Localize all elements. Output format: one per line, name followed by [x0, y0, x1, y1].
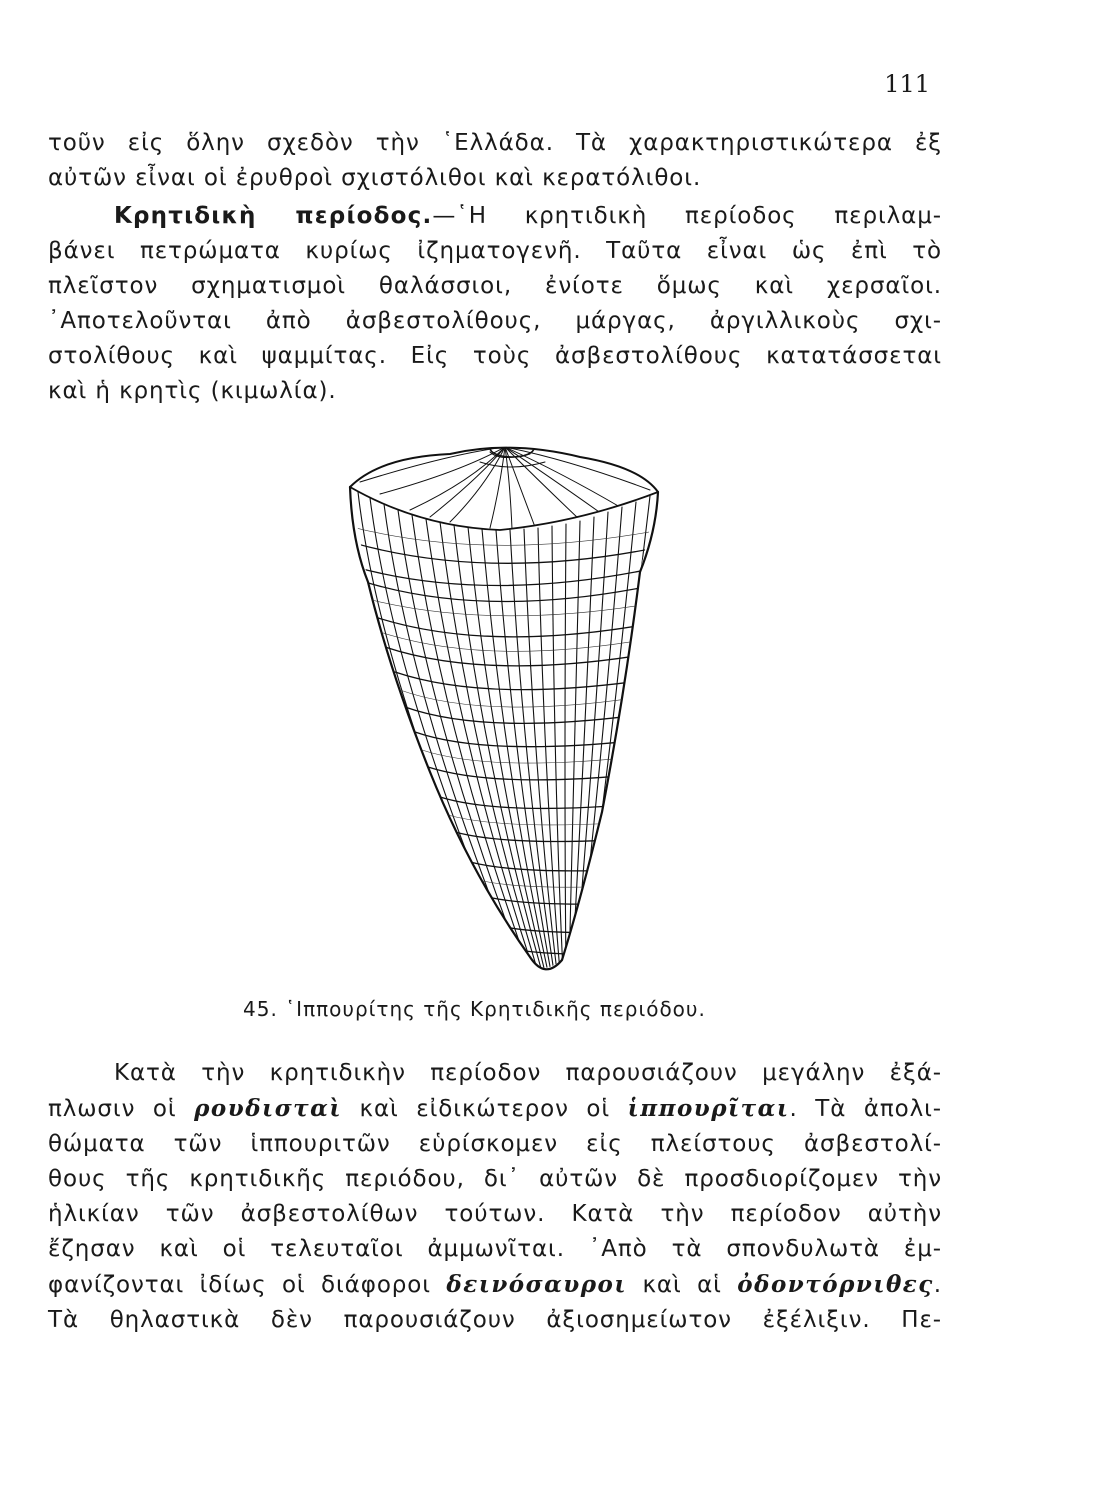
- text-line: [48, 1267, 942, 1303]
- text-line: ἔζησαν καὶ οἱ τελευταῖοι ἀμμωνῖται. ᾿Απὸ τὰ σπονδυλωτὰ ἐμ-: [48, 1236, 942, 1262]
- text-line: ἡλικίαν τῶν ἀσβεστολίθων τούτων. Κατὰ τὴν περίοδον αὐτὴν: [48, 1201, 942, 1227]
- text-line: Κατὰ τὴν κρητιδικὴν περίοδον παρουσιάζουν μεγάλην ἐξά-: [114, 1060, 942, 1086]
- text-line: αὐτῶν εἶναι οἱ ἐρυθροὶ σχιστόλιθοι καὶ κερατόλιθοι.: [48, 165, 702, 191]
- text-run: φανίζονται ἰδίως οἱ διάφοροι: [48, 1272, 447, 1298]
- text-run: καὶ εἰδικώτερον οἱ: [341, 1096, 628, 1122]
- figure-caption: 45. ῾Ιππουρίτης τῆς Κρητιδικῆς περιόδου.: [243, 997, 706, 1021]
- text-line: θους τῆς κρητιδικῆς περιόδου, δι᾿ αὐτῶν δὲ προσδιορίζομεν τὴν: [48, 1166, 942, 1192]
- text-run: πλωσιν οἱ: [48, 1096, 195, 1122]
- text-line: πλεῖστον σχηματισμοὶ θαλάσσιοι, ἐνίοτε ὅμως καὶ χερσαῖοι.: [48, 273, 942, 299]
- text-line: τοῦν εἰς ὅλην σχεδὸν τὴν ῾Ελλάδα. Τὰ χαρακτηριστικώτερα ἐξ: [48, 130, 942, 156]
- text-line: βάνει πετρώματα κυρίως ἰζηματογενῆ. Ταῦτα εἶναι ὡς ἐπὶ τὸ: [48, 238, 942, 264]
- text-run: .: [933, 1272, 943, 1298]
- text-line: [48, 1091, 942, 1127]
- text-line: καὶ ἡ κρητὶς (κιμωλία).: [48, 378, 337, 404]
- paragraph-cretaceous-fossils: [48, 1056, 942, 1338]
- italic-term-rudists: ρουδισταὶ: [194, 1095, 342, 1122]
- hippurite-fossil-illustration: [340, 432, 670, 992]
- text-run: . Τὰ ἀπολι-: [789, 1096, 943, 1122]
- italic-term-odontornithes: ὀδοντόρνιθες: [737, 1271, 934, 1298]
- italic-term-hippurites: ἱππουρῖται: [627, 1095, 790, 1122]
- text-line: Τὰ θηλαστικὰ δὲν παρουσιάζουν ἀξιοσημείωτον ἐξέλιξιν. Πε-: [48, 1307, 942, 1333]
- page-number: 111: [884, 70, 930, 98]
- italic-term-dinosaurs: δεινόσαυροι: [446, 1271, 628, 1298]
- text-line: [48, 199, 942, 234]
- text-line: ᾿Αποτελοῦνται ἀπὸ ἀσβεστολίθους, μάργας, ἀργιλλικοὺς σχι-: [48, 308, 942, 334]
- text-run: —῾Η κρητιδικὴ περίοδος περιλαμ-: [432, 203, 942, 229]
- paragraph-continuation: [48, 126, 942, 196]
- paragraph-cretaceous-intro: [48, 199, 942, 409]
- text-line: στολίθους καὶ ψαμμίτας. Εἰς τοὺς ἀσβεστολίθους κατατάσσεται: [48, 343, 942, 369]
- section-heading: Κρητιδικὴ περίοδος.: [114, 203, 433, 229]
- text-line: θώματα τῶν ἱππουριτῶν εὑρίσκομεν εἰς πλείστους ἀσβεστολί-: [48, 1131, 942, 1157]
- text-run: καὶ αἱ: [627, 1272, 738, 1298]
